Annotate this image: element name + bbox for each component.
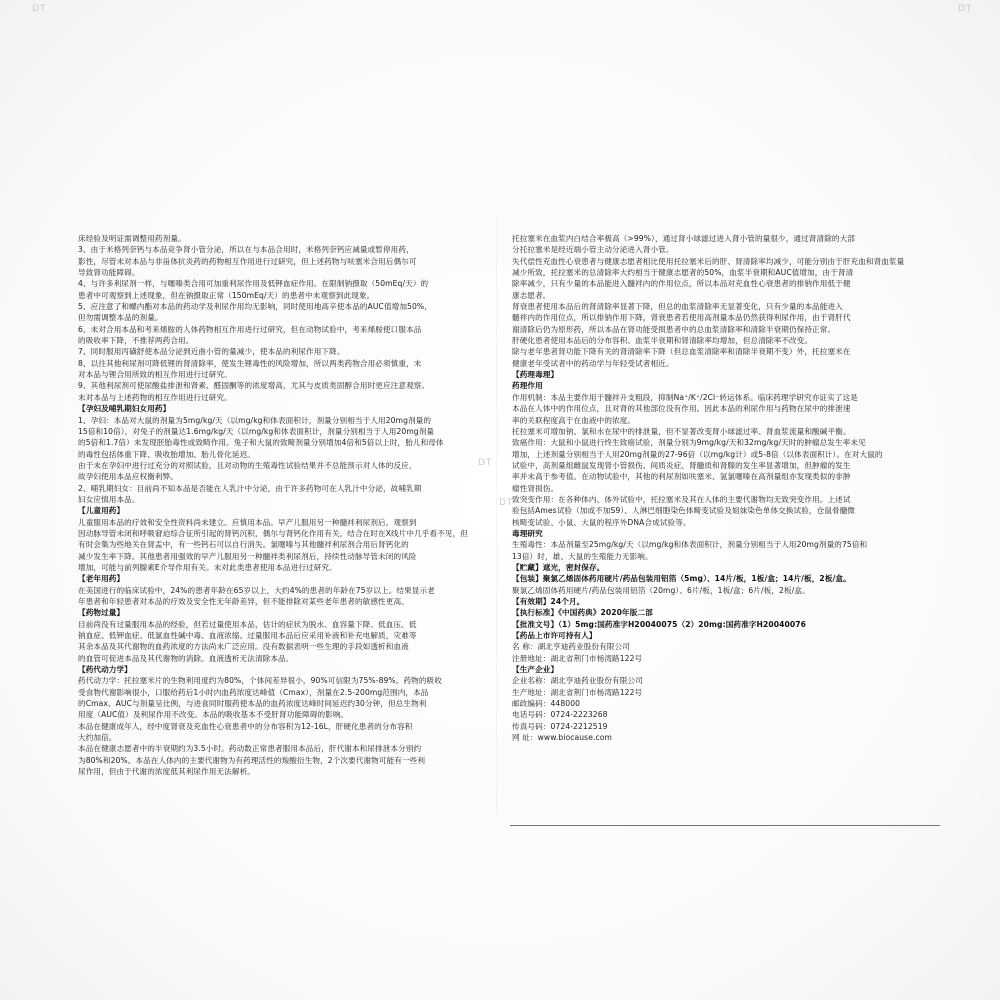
section-heading: 【老年用药】 [78,574,125,584]
section-heading: 【生产企业】 [512,665,559,675]
section-heading: 【批准文号】（1）5mg:国药准字H20040075（2）20mg:国药准字H20040076 [512,619,807,629]
page-fold [496,215,498,815]
text-line: 电话号码：0724-2223268 [512,710,608,720]
text-line: 作用机制：本品主要作用于髓袢升支粗段，抑制Na⁺/K⁺/2Cl⁻转运体系。临床药理学研究亦证实了这是 [512,392,858,402]
text-line: 健康老年受试者中的药动学与年轻受试者相近。 [512,358,674,368]
text-line: 失代偿性充血性心衰患者与健康志愿者相比使用托拉塞米后的肝、肾清除率均减少，可能分别由于肝充血和肾血浆量 [512,256,905,266]
text-line: 本品在健康成年人，经中度肾衰及充血性心衰患者中的分布容积为12-16L，肝硬化患者的分布容积 [78,721,413,731]
text-line: 致突变作用：在各种体内、体外试验中，托拉塞米及其在人体的主要代谢物均无致突变作用。上述试 [512,494,851,504]
text-line: 率并未高于参考值。在动物试验中，其他的利尿剂如呋塞米、氢氯噻嗪在高剂量组亦发现类似的非肿 [512,472,851,482]
text-line: 生殖毒性：本品剂量至25mg/kg/天（以mg/kg和体表面积计，剂量分别相当于人用20mg剂量的75倍和 [512,540,868,550]
text-line: 在美国进行的临床试验中，24%的患者年龄在65岁以上，大约4%的患者的年龄在75岁以上。结果显示老 [78,585,435,595]
text-line: 目前尚没有过量服用本品的经验，但若过量使用本品，估计的症状为脱水、血容量下降、低血压、低 [78,619,417,629]
section-heading: 【药物过量】 [78,608,125,618]
text-line: 用度（AUC值）及利尿作用不改变。本品的吸收基本不受肝肾功能障碍的影响。 [78,710,349,720]
section-heading: 毒理研究 [512,528,543,538]
text-line: 的血管可促进本品及其代谢物的消除。血液透析无法清除本品。 [78,653,294,663]
text-line: 本品在人体中的作用位点，且对肾的其他部位没有作用。因此本品的利尿作用与药物在尿中的排泄速 [512,404,851,414]
text-line: 减少所致，托拉塞米的总清除率大约相当于健康志愿者的50%，血浆半衰期和AUC值增加，由于肾清 [512,268,854,278]
watermark: DT [958,4,973,14]
text-line: 核畸变试验、小鼠、大鼠的程序外DNA合成试验等。 [512,517,691,527]
text-line: 康志愿者。 [512,290,551,300]
text-line: 增加，可能与前列腺素E介导作用有关。未对此类患者使用本品进行过研究。 [78,562,337,572]
text-line: 7、同时服用丙磺舒使本品分泌到近曲小管的量减少，使本品的利尿作用下降。 [78,347,345,357]
section-heading: 【贮藏】遮光，密封保存。 [512,562,605,572]
text-line: 但勿需调整本品的剂量。 [78,313,163,323]
section-heading: 【药代动力学】 [78,665,132,675]
text-line: 年患者和年轻患者对本品的疗效及安全性无年龄差异，但不能排除对某些老年患者的敏感性更高。 [78,597,409,606]
text-line: 药代动力学：托拉塞米片的生物利用度约为80%，个体间差异很小，90%可信限为75%-89%。药物的吸收 [78,676,442,686]
text-line: 肾衰患者使用本品后的肾清除率显著下降，但总的血浆清除率无显著变化，只有少量的本品能进入 [512,302,843,312]
text-line: 其余本品及其代谢物的血药浓度的方法尚未广泛应用。没有数据表明一些生理的手段如透析和血液 [78,642,409,652]
text-line: 注册地址：湖北省荆门市杨湾路122号 [512,653,643,663]
text-line: 试验中，高剂量组雌鼠发现肾小管损伤、间质炎症、肾髓质和肾腺的发生率显著增加，但肿瘤的发生 [512,460,851,470]
text-line: 托拉塞米可增加钠、氯和水在尿中的排泄量，但不显著改变肾小球滤过率、肾血浆流量和酸碱平衡。 [512,426,851,436]
section-heading: 【药品上市许可持有人】 [512,631,597,641]
text-line: 9、其他利尿剂可使尿酸盐排泄和肾素、醛固酮等的浓度增高，尤其与皮质类固醇合用时更应注意观察。 [78,381,430,391]
text-line: 验包括Ames试验（加或不加S9）、人淋巴细胞染色体畸变试验及姐妹染色单体交换试验，仓鼠骨髓微 [512,506,856,516]
text-line: 由于未在孕妇中进行过充分的对照试验，且对动物的生殖毒性试验结果并不总能预示对人体的反应， [78,460,417,470]
text-line: 有时会集为些地关在肾盂中，有一些钙石可以自行消失。氯噻嗪与其他髓袢利尿剂合用后肾钙化的 [78,540,409,550]
text-line: 聚氯乙烯固体药用硬片/药品包装用铝箔（20mg）、6片/板，1板/盒；6片/板，2板/盒。 [512,585,810,595]
text-line: 生产地址：湖北省荆门市杨湾路122号 [512,687,643,697]
text-line: 妇女应慎用本品。 [78,494,140,504]
section-heading: 【执行标准】《中国药典》2020年版二部 [512,608,653,618]
section-heading: 【儿童用药】 [78,506,125,516]
text-line: 为80%和20%。本品在人体内的主要代谢物为有药理活性的羧酸衍生物，2个次要代谢物可能有一些利 [78,755,426,765]
text-line: 导致肾功能障碍。 [78,268,140,278]
text-line: 除与老年患者肾功能下降有关的肾清除率下降（但总血浆清除率和清除半衰期不变）外，托拉塞米在 [512,347,851,357]
bottom-rule [510,825,940,826]
text-line: 致癌作用：大鼠和小鼠进行终生致癌试验，剂量分别为9mg/kg/天和32mg/kg/天时的肿瘤总发生率未见 [512,438,866,448]
text-line: 3、由于米格列奈钙与本品竞争肾小管分泌，所以在与本品合用时，米格列奈钙应减量或暂停用药， [78,245,414,255]
text-line: 8、以往其他利尿剂可降低锂的肾清除率，使发生锂毒性的风险增加，所以两类药物合用必须慎重，未 [78,358,422,368]
text-line: 6、未对合用本品和考来烯胺的人体药物相互作用进行过研究，但在动物试验中，考来烯胺使口服本品 [78,324,422,334]
text-line: 的毒性包括体重下降、吸收胎增加、胎儿骨化延迟。 [78,449,255,459]
left-page-text [78,233,483,778]
text-line: 的吸收率下降，不推荐两药合用。 [78,336,194,346]
text-line: 尿作用，但由于代谢的浓度低其利尿作用无法解析。 [78,767,255,777]
watermark: DT [478,458,493,468]
text-line: 儿童服用本品的疗效和安全性资料尚未建立。应慎用本品。早产儿服用另一种髓袢利尿剂后，观察到 [78,517,417,527]
text-line: 2、哺乳期妇女：目前尚不知本品是否能在人乳汁中分泌，由于许多药物可在人乳汁中分泌，故哺乳期 [78,483,422,493]
text-line: 13倍）时，雄、大鼠的生殖能力无影响。 [512,551,653,561]
section-heading: 【包装】聚氯乙烯固体药用硬片/药品包装用铝箔（5mg）、14片/板，1板/盒；14片/板，2板/盒。 [512,574,851,584]
text-line: 的Cmax、AUC与剂量呈比例，与进食同时服药使本品的血药浓度达峰时间延迟约30分钟，但总生物利 [78,699,427,709]
text-line: 髓袢内的作用位点，所以排钠作用下降，肾衰患者若使用高剂量本品仍然获得利尿作用，由于肾肝代 [512,313,851,323]
text-line: 减少发生率下降。其他患者用强效的早产儿服用另一种髓袢类利尿剂后，持续性动脉导管未闭的风险 [78,551,417,561]
text-line: 名 称：湖北亨迪药业股份有限公司 [512,642,630,652]
text-line: 受食物代谢影响很小，口服给药后1小时内血药浓度达峰值（Cmax），剂量在2.5-200mg范围内，本品 [78,687,429,697]
text-line: 床经验及明证需调整用药剂量。 [78,234,186,243]
right-page-text [512,233,940,743]
section-heading: 药理作用 [512,381,543,391]
text-line: 瘤性肾损伤。 [512,483,559,493]
text-line: 的5倍和1.7倍）未发现胚胎毒性或致畸作用。兔子和大鼠的致畸剂量分别增加4倍和5倍以上时，胎儿和母体 [78,438,444,448]
text-line: 谢清除后仍为原形药，所以本品在肾功能受损患者中的总血浆清除率和清除半衰期仍保持正常。 [512,324,836,334]
text-line: 15倍和10倍），对兔子的剂量达1.6mg/kg/天（以mg/kg和体表面积计，剂量分别相当于人用20mg剂量 [78,426,435,436]
text-line: 因动脉导管未闭和呼吸窘迫综合征所引起的肾钙沉积，偶尔与肾钙化作用有关，结合在时在X线片中几乎看不见，但 [78,528,468,538]
text-line: 钠血症、低钾血症、低氯血性碱中毒、血液浓缩。过量服用本品后应采用补液和补充电解质，灾难等 [78,631,417,641]
text-line: 1、孕妇：本品对大鼠的剂量为5mg/kg/天（以mg/kg和体表面积计，剂量分别相当于人用20mg剂量的 [78,415,432,425]
text-line: 患者中可观察到上述现象，但在钠摄取正常（150mEq/天）的患者中未观察到此现象。 [78,290,375,300]
text-line: 5、应注意了和螺内酯对本品的药动学及利尿作用均无影响，同时使用地高辛使本品的AUC值增加50%， [78,302,432,312]
text-line: 网 址：www.biocause.com [512,733,613,743]
section-heading: 【孕妇及哺乳期妇女用药】 [78,404,171,414]
text-line: 除率减少，只有少量的本品能进入髓袢内的作用位点，所以本品对充血性心衰患者的排钠作用低于健 [512,279,851,289]
text-line: 未对本品与上述药物的相互作用进行过研究。 [78,392,232,402]
text-line: 本品在健康志愿者中的半衰期约为3.5小时。药动数正常患者服用本品后，肝代谢本和尿排泄本分别约 [78,744,422,754]
text-line: 分托拉塞米是经近端小管主动分泌进入肾小管。 [512,245,674,255]
text-line: 肝硬化患者使用本品后的分布容积、血浆半衰期和肾清除率均增加，但总清除率不改变。 [512,336,813,346]
section-heading: 【有效期】24个月。 [512,597,585,606]
text-line: 托拉塞米在血浆内白结合率极高（>99%），通过肾小球滤过进入肾小管的量很少，通过肾清除的大部 [512,234,855,243]
text-line: 传真号码：0724-2212519 [512,721,608,731]
text-line: 4、与许多利尿剂一样，与噻嗪类合用可加重利尿作用及低钾血症作用。在限制钠摄取（50mEq/天）的 [78,279,429,289]
watermark: DT [32,4,47,14]
text-line: 故孕妇使用本品应权衡利弊。 [78,472,179,482]
section-heading: 【药理毒理】 [512,370,559,380]
text-line: 大约加倍。 [78,733,117,743]
watermark: DT [499,498,514,508]
text-line: 增加，上述剂量分别相当于人用20mg剂量的27-96倍（以mg/kg计）或5-8倍（以体表面积计）。在对大鼠的 [512,449,883,459]
text-line: 影性，尽管未对本品与非甾体抗炎药的药物相互作用进行过研究，但上述药物与呋塞米合用后偶尔可 [78,256,417,266]
text-line: 企业名称：湖北亨迪药业股份有限公司 [512,676,643,686]
text-line: 率的关联程度高于在血液中的浓度。 [512,415,636,425]
text-line: 对本品与锂合用所致的相互作用进行过研究。 [78,370,232,380]
text-line: 邮政编码：448000 [512,699,581,709]
